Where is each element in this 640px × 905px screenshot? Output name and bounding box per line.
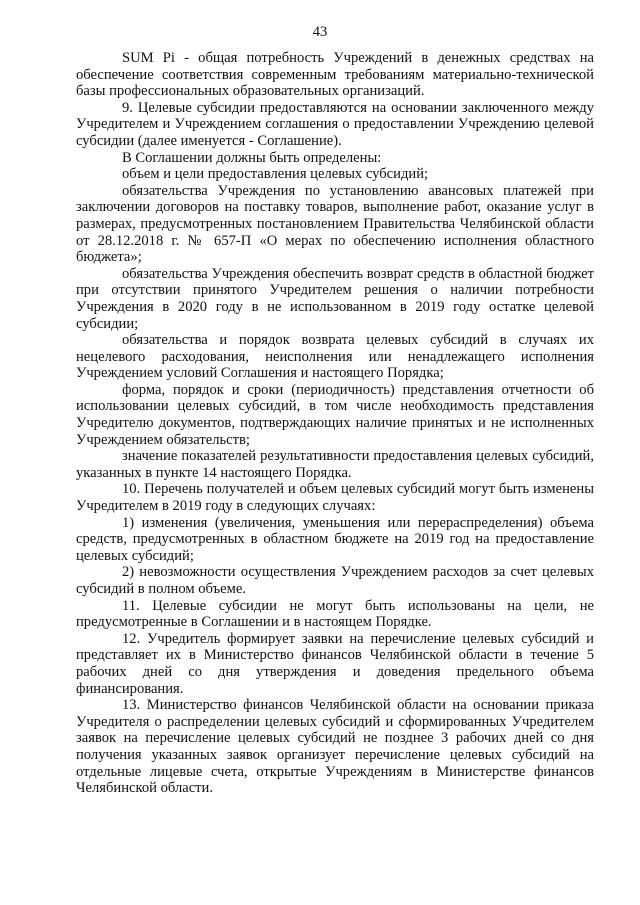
paragraph-item-9: 9. Целевые субсидии предоставляются на основании заключенного между Учредителем и Учреждением соглашения о предоставлении Учреждению целевой субсидии (далее именуется - Соглашение).: [76, 99, 594, 149]
paragraph-agreement-volume: объем и цели предоставления целевых субсидий;: [122, 166, 429, 183]
paragraph-item-10-case-2: 2) невозможности осуществления Учреждением расходов за счет целевых субсидий в полном объеме.: [76, 564, 594, 597]
paragraph-agreement-indicators: значение показателей результативности предоставления целевых субсидий, указанных в пункте 14 настоящего Порядка.: [76, 448, 594, 481]
paragraph-agreement-advance: обязательства Учреждения по установлению авансовых платежей при заключении договоров на поставку товаров, выполнение работ, оказание услуг в размерах, предусмотренных постановлением Правительства Челябинской области от 28.12.2018 г. № 657-П «О мерах по обеспечению исполнения областного бюджета»;: [76, 182, 594, 266]
paragraph-agreement-intro: В Соглашении должны быть определены:: [122, 149, 382, 166]
paragraph-agreement-return: обязательства Учреждения обеспечить возврат средств в областной бюджет при отсутствии принятого Учредителем решения о наличии потребности Учреждения в 2020 году в не использованном в 2019 году остатке целевой субсидии;: [76, 265, 594, 332]
document-body: [76, 50, 594, 797]
paragraph-item-11: 11. Целевые субсидии не могут быть использованы на цели, не предусмотренные в Соглашении и в настоящем Порядке.: [76, 597, 594, 631]
paragraph-item-13: 13. Министерство финансов Челябинской области на основании приказа Учредителя о распределении целевых субсидий и сформированных Учредителем заявок на перечисление целевых субсидий не позднее 3 рабочих дней со дня получения указанных заявок организует перечисление целевых субсидий на отдельные лицевые счета, открытые Учреждениям в Министерстве финансов Челябинской области.: [76, 697, 594, 797]
page-number: 43: [312, 24, 328, 40]
paragraph-item-12: 12. Учредитель формирует заявки на перечисление целевых субсидий и представляет их в Министерство финансов Челябинской области в течение 5 рабочих дней со дня утверждения и доведения предельного объема финансирования.: [76, 630, 594, 697]
paragraph-agreement-reporting: форма, порядок и сроки (периодичность) представления отчетности об использовании целевых субсидий, в том числе необходимость представления Учредителю документов, подтверждающих наличие принятых и не исполненных Учреждением обязательств;: [76, 381, 594, 448]
paragraph-item-10-case-1: 1) изменения (увеличения, уменьшения или перераспределения) объема средств, предусмотренных в областном бюджете на 2019 год на предоставление целевых субсидий;: [76, 514, 594, 564]
paragraph-sum-definition: SUM Pi - общая потребность Учреждений в денежных средствах на обеспечение соответствия современным требованиям материально-технической базы профессиональных образовательных организаций.: [76, 50, 594, 100]
paragraph-item-10: 10. Перечень получателей и объем целевых субсидий могут быть изменены Учредителем в 2019 году в следующих случаях:: [76, 481, 594, 515]
paragraph-agreement-misuse: обязательства и порядок возврата целевых субсидий в случаях их нецелевого расходования, неисполнения или ненадлежащего исполнения Учреждением условий Соглашения и настоящего Порядка;: [76, 332, 594, 382]
